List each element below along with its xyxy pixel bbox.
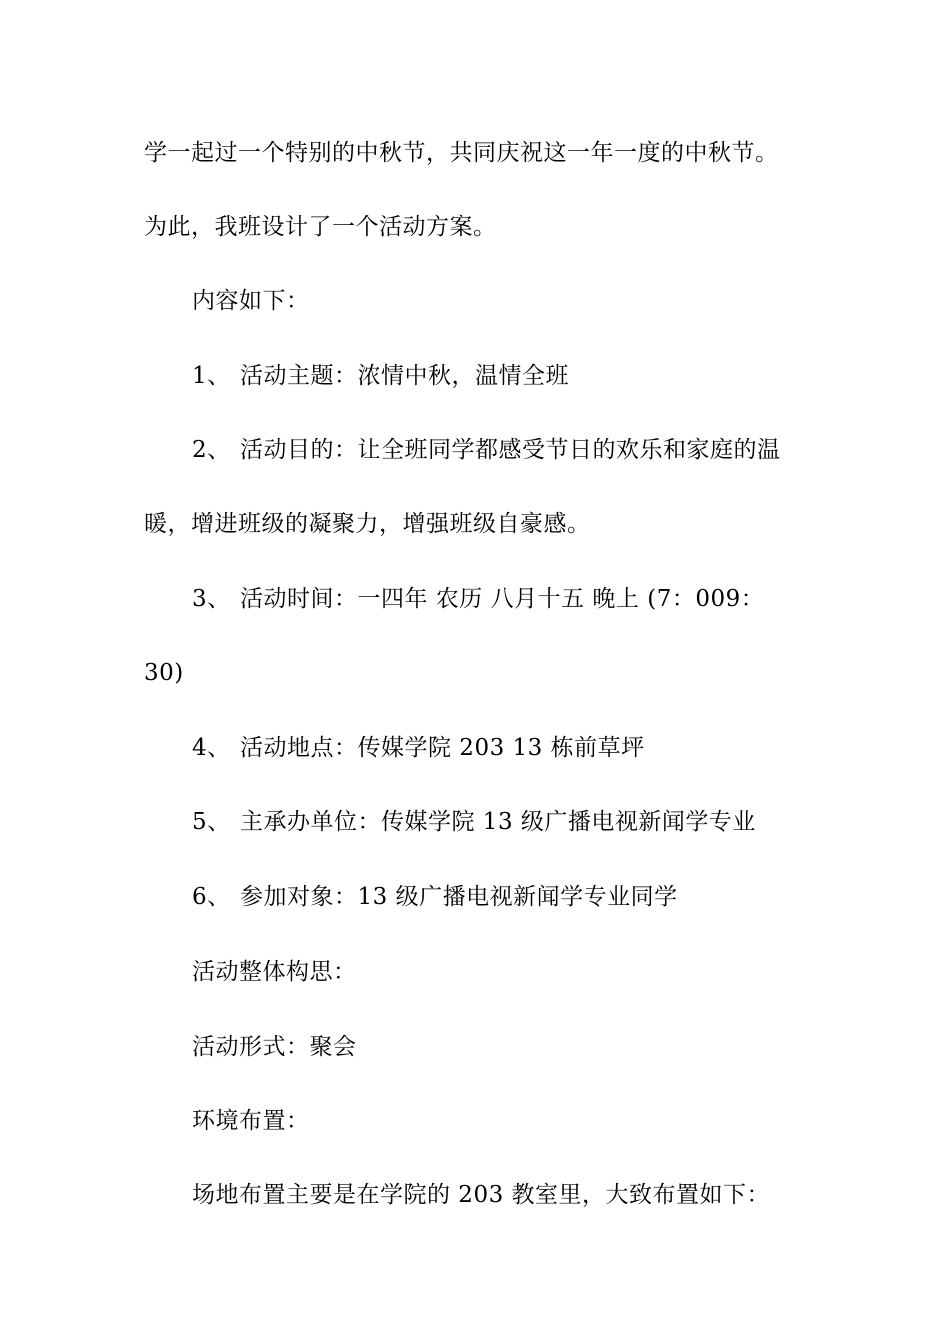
section-heading: 活动整体构思： xyxy=(192,959,357,985)
list-number: 1、 xyxy=(192,363,231,389)
list-text: 活动目的：让全班同学都感受节日的欢乐和家庭的温 xyxy=(240,437,781,463)
list-item xyxy=(192,807,756,837)
paragraph-line: 为此，我班设计了一个活动方案。 xyxy=(144,214,497,240)
paragraph-line: 活动形式：聚会 xyxy=(192,1034,357,1060)
section-heading: 环境布置： xyxy=(192,1108,310,1134)
list-item xyxy=(192,584,764,614)
list-number: 5、 xyxy=(192,809,231,835)
list-item xyxy=(192,435,781,465)
list-item xyxy=(192,882,678,912)
list-number: 2、 xyxy=(192,437,231,463)
list-item xyxy=(192,361,569,391)
paragraph-line: 场地布置主要是在学院的 203 教室里，大致布置如下： xyxy=(192,1182,771,1208)
list-number: 6、 xyxy=(192,884,231,910)
paragraph-line: 内容如下： xyxy=(192,288,310,314)
paragraph-line: 学一起过一个特别的中秋节，共同庆祝这一年一度的中秋节。 xyxy=(144,140,779,166)
paragraph-line: 暖，增进班级的凝聚力，增强班级自豪感。 xyxy=(144,511,591,537)
list-number: 4、 xyxy=(192,735,231,761)
list-text: 参加对象：13 级广播电视新闻学专业同学 xyxy=(240,884,678,910)
list-text: 主承办单位：传媒学院 13 级广播电视新闻学专业 xyxy=(240,809,756,835)
list-item xyxy=(192,733,645,763)
list-text: 活动时间：一四年 农历 八月十五 晚上 (7：009： xyxy=(240,586,765,612)
list-text: 活动主题：浓情中秋，温情全班 xyxy=(240,363,569,389)
list-number: 3、 xyxy=(192,586,231,612)
paragraph-line: 30) xyxy=(144,660,184,686)
list-text: 活动地点：传媒学院 203 13 栋前草坪 xyxy=(240,735,645,761)
